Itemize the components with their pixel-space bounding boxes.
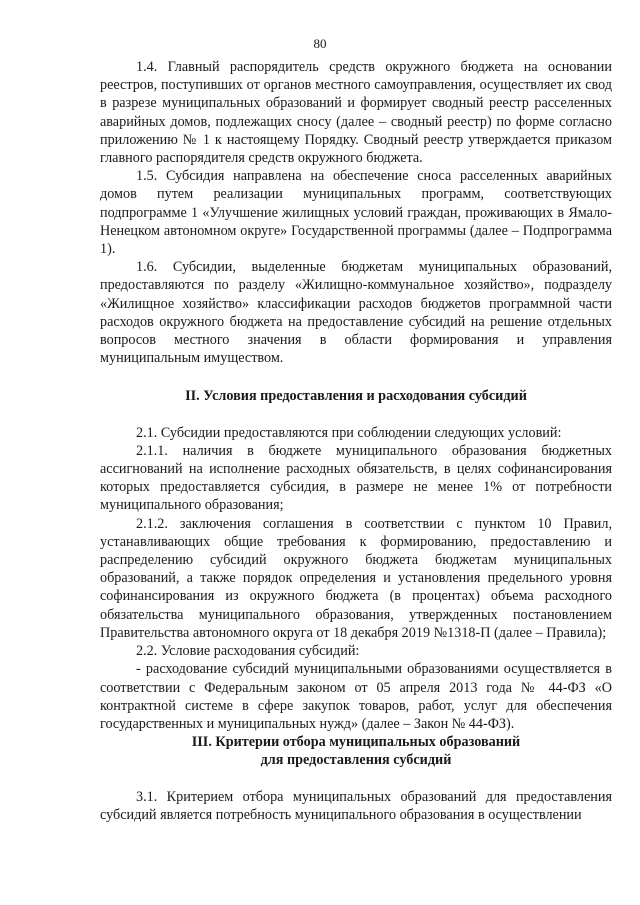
document-body (100, 58, 612, 824)
paragraph-2-2: 2.2. Условие расходования субсидий: (136, 643, 360, 660)
paragraph-1-4: 1.4. Главный распорядитель средств окружного бюджета на основании реестров, поступивших от органов местного самоуправления, осуществляет их свод в разрезе муниципальных образований и формирует сводный реестр расселенных аварийных домов, подлежащих сносу (далее – сводный реестр) по форме согласно приложению № 1 к настоящему Порядку. Сводный реестр утверждается приказом главного распорядителя средств окружного бюджета. (100, 59, 612, 167)
paragraph-3-1: 3.1. Критерием отбора муниципальных образований для предоставления субсидий является потребность муниципального образования в осуществлении (100, 788, 612, 823)
paragraph-1-5: 1.5. Субсидия направлена на обеспечение сноса расселенных аварийных домов путем реализации муниципальных программ, соответствующих подпрограмме 1 «Улучшение жилищных условий граждан, проживающих в Ямало-Ненецком автономном округе» Государственной программы (далее – Подпрограмма 1). (100, 168, 612, 258)
paragraph-2-1-2: 2.1.2. заключения соглашения в соответствии с пунктом 10 Правил, устанавливающих общие требования к формированию, предоставлению и распределению субсидий окружного бюджета бюджетам муниципальных образований, а также порядок определения и установления предельного уровня софинансирования из окружного бюджета (в процентах) объема расходного обязательства муниципального образования, утвержденных постановлением Правительства автономного округа от 18 декабря 2019 №1318-П (далее – Правила); (100, 515, 612, 641)
section-heading-3-line-1: III. Критерии отбора муниципальных образований (191, 734, 521, 751)
paragraph-2-2-a: - расходование субсидий муниципальными образованиями осуществляется в соответствии с Федеральным законом от 05 апреля 2013 года № 44-ФЗ «О контрактной системе в сфере закупок товаров, работ, услуг для обеспечения государственных и муниципальных нужд» (далее – Закон № 44-ФЗ). (100, 661, 612, 732)
section-heading-3-line-2: для предоставления субсидий (260, 752, 452, 769)
paragraph-2-1-1: 2.1.1. наличия в бюджете муниципального образования бюджетных ассигнований на исполнение расходных обязательств, в целях софинансирования которых предоставляется субсидия, в размере не менее 1% от потребности муниципального образования; (100, 442, 612, 514)
page-number: 80 (313, 36, 327, 51)
paragraph-2-1: 2.1. Субсидии предоставляются при соблюдении следующих условий: (136, 424, 562, 441)
section-heading-2: II. Условия предоставления и расходования субсидий (185, 388, 527, 405)
paragraph-1-6: 1.6. Субсидии, выделенные бюджетам муниципальных образований, предоставляются по разделу «Жилищно-коммунальное хозяйство», подразделу «Жилищное хозяйство» классификации расходов бюджетов программной части расходов окружного бюджета на предоставление субсидий на решение отдельных вопросов местного значения в области формирования и управления муниципальным имуществом. (100, 259, 612, 367)
